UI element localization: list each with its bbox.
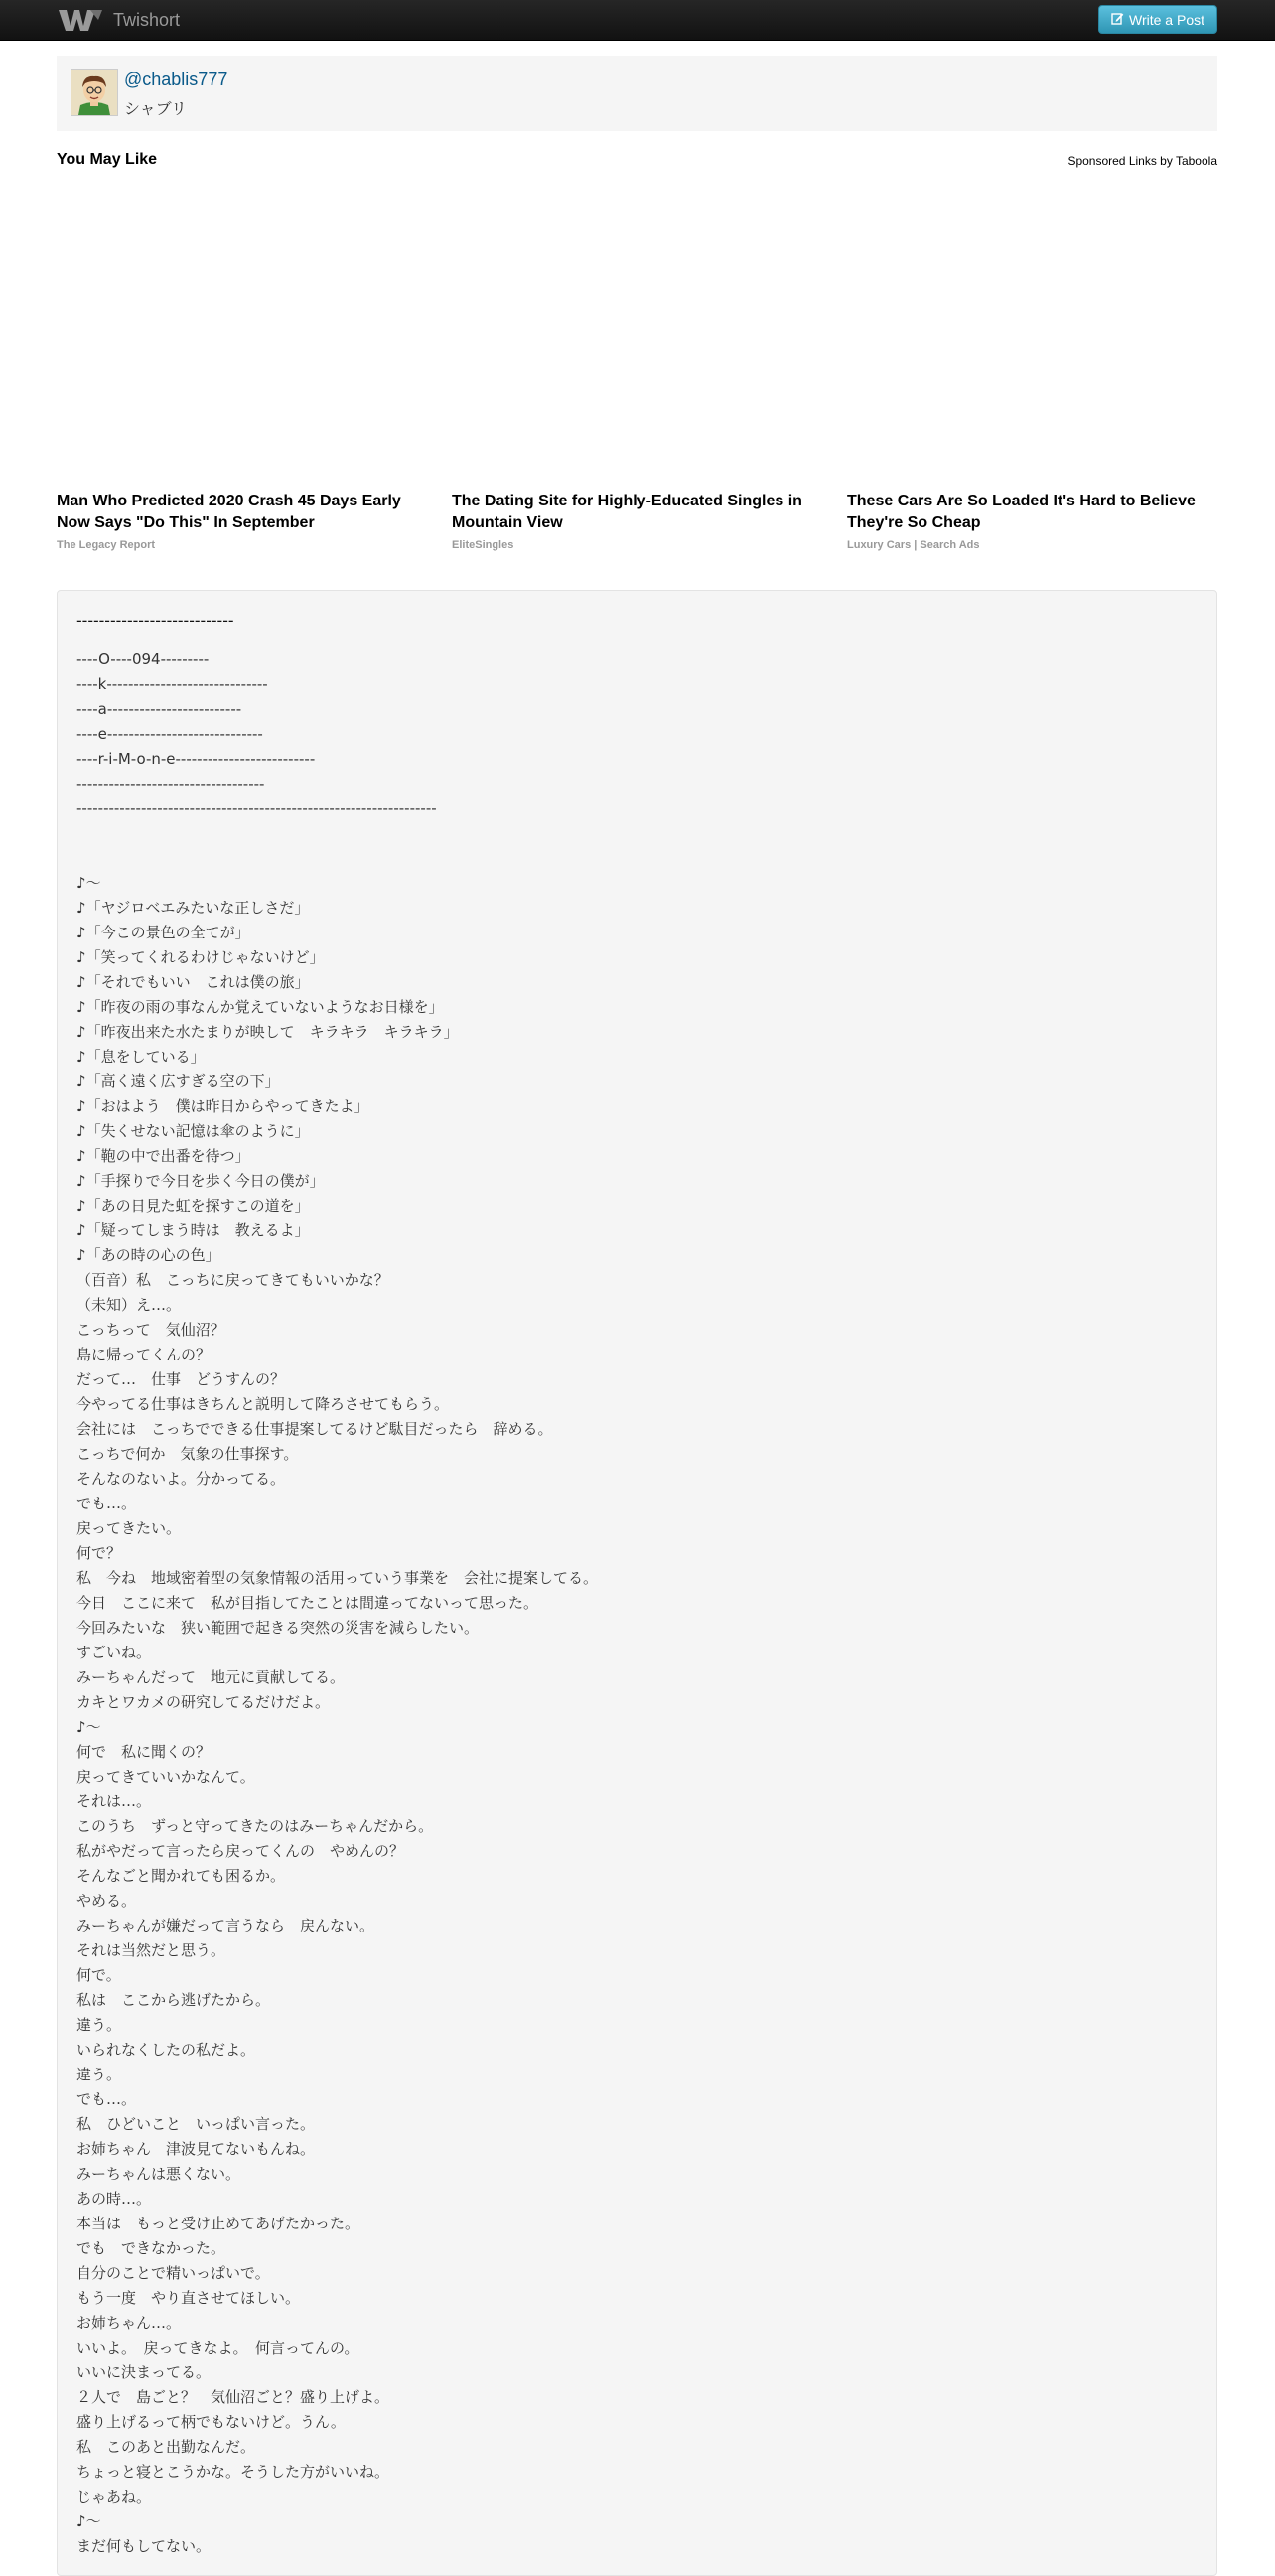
post-line: ♪「疑ってしまう時は 教えるよ」 (76, 1221, 310, 1239)
post-line: こっちって 気仙沼？ (76, 1321, 225, 1339)
brand-name: Twishort (113, 9, 181, 30)
post-line: 今回みたいな 狭い範囲で起きる突然の災害を減らしたい。 (76, 1619, 480, 1637)
post-line: ♪「あの時の心の色」 (76, 1246, 220, 1264)
post-line: ♪「笑ってくれるわけじゃないけど」 (76, 948, 325, 966)
post-line: みーちゃんは悪くない。 (76, 2165, 241, 2183)
post-line: でも できなかった。 (76, 2239, 226, 2257)
post-line: 私 このあと出勤なんだ。 (76, 2438, 256, 2456)
post-line: やめる。 (76, 1892, 137, 1910)
post-line: ♪「高く遠く広すぎる空の下」 (76, 1073, 280, 1090)
post-line: それは当然だと思う。 (76, 1941, 226, 1959)
post-line: 会社には こっちでできる仕事提案してるけど駄目だったら 辞める。 (76, 1420, 553, 1438)
post-line: 何で。 (76, 1966, 121, 1984)
post-line: 今日 ここに来て 私が目指してたことは間違ってないって思った。 (76, 1594, 539, 1612)
post-header-line: ---------------------------- (76, 611, 234, 630)
recommendation-card[interactable] (847, 195, 1218, 551)
post-line: ♪～ (76, 1718, 101, 1736)
post-line: ------------------------------------------------------------------- (76, 799, 437, 817)
recommendation-source: The Legacy Report (57, 539, 156, 551)
avatar[interactable] (71, 69, 118, 116)
post-line: 私がやだって言ったら戻ってくんの やめんの？ (76, 1842, 405, 1860)
twishort-logo-icon (58, 7, 103, 33)
user-card (57, 56, 1217, 131)
post-line: 島に帰ってくんの？ (76, 1346, 212, 1363)
post-line: （未知）え…。 (76, 1296, 182, 1314)
top-navbar (0, 0, 1275, 41)
post-line: ♪「おはよう 僕は昨日からやってきたよ」 (76, 1097, 369, 1115)
post-line: だって… 仕事 どうすんの？ (76, 1370, 286, 1388)
recommendation-title[interactable]: These Cars Are So Loaded It's Hard to Believe They're So Cheap (847, 493, 1196, 531)
post-line (76, 821, 598, 846)
post-line: ----------------------------------- (76, 775, 265, 792)
recommendation-title[interactable]: The Dating Site for Highly-Educated Singles in Mountain View (452, 493, 802, 531)
post-line: でも…。 (76, 2090, 137, 2108)
post-line: ----k------------------------------ (76, 675, 268, 693)
post-line: ♪～ (76, 2512, 101, 2530)
post-line: まだ何もしてない。 (76, 2537, 212, 2555)
post-body (76, 647, 598, 2559)
post-line: お姉ちゃん 津波見てないもんね。 (76, 2140, 316, 2158)
post-line: そんなのないよ。分かってる。 (76, 1470, 286, 1488)
post-line: ♪「息をしている」 (76, 1048, 206, 1066)
post-line: もう一度 やり直させてほしい。 (76, 2289, 301, 2307)
post-line: ♪「今この景色の全てが」 (76, 924, 250, 941)
recommendation-card[interactable] (452, 195, 823, 551)
edit-icon (1111, 12, 1124, 28)
post-line: 私 ひどいこと いっぱい言った。 (76, 2115, 316, 2133)
post-line: 何で 私に聞くの？ (76, 1743, 212, 1761)
recommendation-source: Luxury Cars | Search Ads (847, 539, 980, 551)
post-line: すごいね。 (76, 1644, 152, 1661)
post-line: ----a------------------------- (76, 700, 242, 718)
post-line: ♪「失くせない記憶は傘のように」 (76, 1122, 310, 1140)
post-line: ♪「昨夜の雨の事なんか覚えていないようなお日様を」 (76, 998, 444, 1016)
post-line: いいよ。 戻ってきなよ。 何言ってんの。 (76, 2339, 359, 2357)
post-line: ♪「鞄の中で出番を待つ」 (76, 1147, 250, 1165)
post-line: ♪～ (76, 874, 101, 892)
username-link[interactable]: @chablis777 (124, 70, 228, 89)
recommendation-thumbnail[interactable] (57, 195, 428, 483)
post-line: 何で？ (76, 1544, 122, 1562)
post-line: 違う。 (76, 2016, 122, 2034)
post-line: 自分のことで精いっぱいで。 (76, 2264, 270, 2282)
post-line (76, 846, 598, 871)
post-line: お姉ちゃん…。 (76, 2314, 182, 2332)
post-line: ♪「昨夜出来た水たまりが映して キラキラ キラキラ」 (76, 1023, 459, 1041)
post-line: ♪「あの日見た虹を探すこの道を」 (76, 1197, 310, 1215)
post-line: そんなごと聞かれても困るか。 (76, 1867, 286, 1885)
post-line: 盛り上げるって柄でもないけど。うん。 (76, 2413, 346, 2431)
recommendation-source: EliteSingles (452, 539, 514, 551)
post-content (57, 590, 1217, 2576)
recommendation-card[interactable] (57, 195, 428, 551)
post-line: こっちで何か 気象の仕事探す。 (76, 1445, 299, 1463)
post-line: ----r-i-M-o-n-e-------------------------- (76, 750, 316, 768)
you-may-like-heading: You May Like (57, 151, 158, 168)
post-line: ♪「ヤジロベエみたいな正しさだ」 (76, 899, 310, 917)
post-line: ♪「手探りで今日を歩く今日の僕が」 (76, 1172, 325, 1190)
post-line: 本当は もっと受け止めてあげたかった。 (76, 2215, 360, 2232)
post-line: みーちゃんだって 地元に貢献してる。 (76, 1668, 346, 1686)
post-line: あの時…。 (76, 2190, 152, 2208)
recommendation-thumbnail[interactable] (847, 195, 1218, 483)
post-line: 戻ってきていいかなんて。 (76, 1768, 255, 1786)
post-line: いいに決まってる。 (76, 2363, 212, 2381)
post-line: 私 今ね 地域密着型の気象情報の活用っていう事業を 会社に提案してる。 (76, 1569, 599, 1587)
post-line: それは…。 (76, 1792, 152, 1810)
post-line: （百音）私 こっちに戻ってきてもいいかな？ (76, 1271, 389, 1289)
post-line: このうち ずっと守ってきたのはみーちゃんだから。 (76, 1817, 434, 1835)
write-post-button[interactable] (1098, 5, 1217, 34)
post-line: じゃあね。 (76, 2488, 152, 2505)
post-line: 戻ってきたい。 (76, 1519, 182, 1537)
brand-link[interactable] (58, 5, 180, 35)
user-display-text: シャブリ (124, 99, 188, 118)
post-line: 私は ここから逃げたから。 (76, 1991, 271, 2009)
recommendation-title[interactable]: Man Who Predicted 2020 Crash 45 Days Early Now Says "Do This" In September (57, 493, 401, 531)
recommendation-thumbnail[interactable] (452, 195, 823, 483)
post-line: いられなくしたの私だよ。 (76, 2041, 256, 2059)
sponsored-links-label[interactable]: Sponsored Links by Taboola (1067, 154, 1217, 168)
post-line: カキとワカメの研究してるだけだよ。 (76, 1693, 331, 1711)
post-line: ちょっと寝とこうかな。そうした方がいいね。 (76, 2463, 390, 2481)
post-line: ２人で 島ごと？ 気仙沼ごと？盛り上げよ。 (76, 2388, 390, 2406)
post-line: 今やってる仕事はきちんと説明して降ろさせてもらう。 (76, 1395, 450, 1413)
post-line: みーちゃんが嫌だって言うなら 戻んない。 (76, 1917, 375, 1934)
post-line: 違う。 (76, 2066, 122, 2083)
post-line: ----e----------------------------- (76, 725, 263, 743)
post-line: ----O----094--------- (76, 650, 210, 668)
write-post-label: Write a Post (1129, 11, 1204, 28)
post-line: でも…。 (76, 1495, 137, 1512)
post-line: ♪「それでもいい これは僕の旅」 (76, 973, 310, 991)
